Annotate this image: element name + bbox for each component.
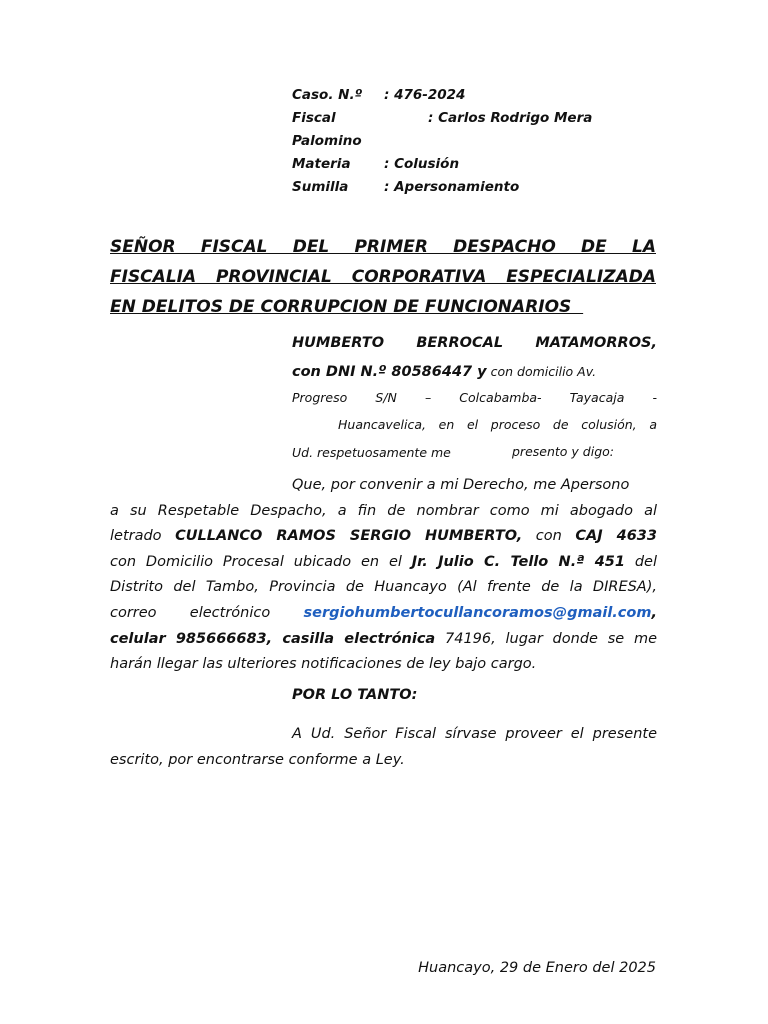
caso-value: : 476-2024 <box>384 87 466 103</box>
procesal-address: Jr. Julio C. Tello N.ª 451 <box>411 553 625 570</box>
por-lo-tanto-heading: POR LO TANTO: <box>292 687 418 703</box>
closing-row <box>292 438 657 465</box>
materia-row <box>292 153 612 176</box>
body-l3-c: con <box>522 528 576 545</box>
lawyer-caj: CAJ 4633 <box>575 528 657 545</box>
intro-block <box>292 330 657 465</box>
lawyer-name: CULLANCO RAMOS SERGIO HUMBERTO, <box>175 528 523 545</box>
fiscal-value: : Carlos Rodrigo Mera <box>428 110 593 126</box>
final-line-1: A Ud. Señor Fiscal sírvase proveer el presente <box>292 726 657 742</box>
body-line-6 <box>110 601 657 627</box>
domicilio-start: con domicilio Av. <box>486 364 597 379</box>
sumilla-value: : Apersonamiento <box>384 179 520 195</box>
body-l3-a: letrado <box>110 528 176 545</box>
sumilla-row <box>292 176 612 199</box>
addressee-line-3: EN DELITOS DE CORRUPCION DE FUNCIONARIOS <box>110 297 584 317</box>
body-l4-a: con Domicilio Procesal ubicado en el <box>110 553 412 570</box>
closing-b: presento y digo: <box>512 444 614 459</box>
body-line-2: a su Respetable Despacho, a fin de nombrar como mi abogado al <box>110 502 657 519</box>
materia-value: : Colusión <box>384 156 460 172</box>
addressee-line-1: SEÑOR FISCAL DEL PRIMER DESPACHO DE LA <box>110 237 656 257</box>
contact-info: celular 985666683, casilla electrónica <box>110 630 436 647</box>
fiscal-row <box>292 107 612 130</box>
fiscal-value-cont: Palomino <box>292 133 362 149</box>
addressee-heading <box>110 232 656 322</box>
document-date: Huancayo, 29 de Enero del 2025 <box>418 960 656 976</box>
addressee-line-2: FISCALIA PROVINCIAL CORPORATIVA ESPECIALIZADA <box>110 267 656 287</box>
fiscal-row-cont <box>292 130 612 153</box>
body-l6-c: , <box>651 604 657 621</box>
body-line-1: Que, por convenir a mi Derecho, me Apersono <box>292 477 630 493</box>
body-line-3 <box>110 524 657 550</box>
final-line-2: escrito, por encontrarse conforme a Ley. <box>110 751 405 768</box>
body-paragraph <box>110 473 657 678</box>
final-paragraph <box>110 722 657 773</box>
dni-row <box>292 357 657 384</box>
domicilio-line-2: Progreso S/N – Colcabamba- Tayacaja - <box>292 390 657 405</box>
closing-a: Ud. respetuosamente me <box>292 445 451 460</box>
fiscal-label: Fiscal <box>292 110 336 126</box>
caso-label: Caso. N.º <box>292 87 363 103</box>
body-l6-a: correo electrónico <box>110 604 304 621</box>
materia-label: Materia <box>292 156 351 172</box>
body-line-5: Distrito del Tambo, Provincia de Huancayo (Al frente de la DIRESA), <box>110 579 657 596</box>
body-l7-b: 74196, lugar donde se me <box>435 630 657 647</box>
sumilla-label: Sumilla <box>292 179 349 195</box>
email-link[interactable]: sergiohumbertocullancoramos@gmail.com <box>303 604 652 621</box>
case-header <box>292 84 612 199</box>
body-line-7 <box>110 627 657 653</box>
body-l4-c: del <box>624 553 657 570</box>
domicilio-line-3: Huancavelica, en el proceso de colusión, a <box>338 417 657 432</box>
petitioner-name: HUMBERTO BERROCAL MATAMORROS, <box>292 335 657 351</box>
petitioner-dni: con DNI N.º 80586447 y <box>292 364 487 380</box>
body-line-8: harán llegar las ulteriores notificaciones de ley bajo cargo. <box>110 656 537 673</box>
body-line-4 <box>110 550 657 576</box>
caso-row <box>292 84 612 107</box>
